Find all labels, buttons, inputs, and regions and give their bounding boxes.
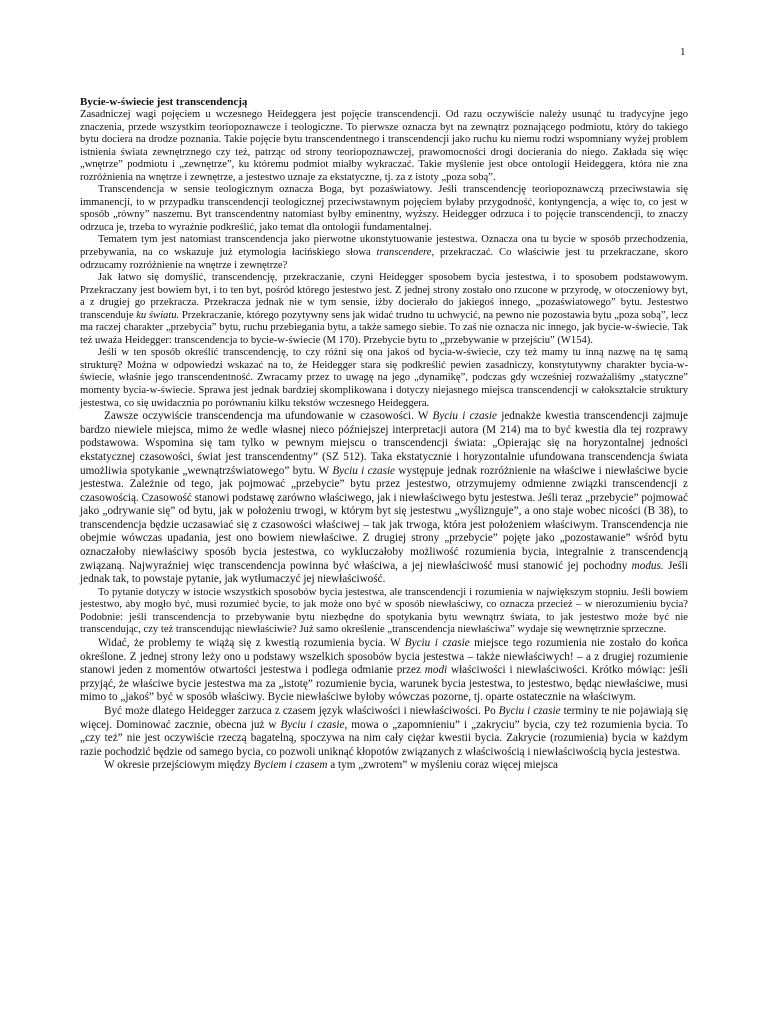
italic-text: Byciu i czasie <box>498 705 561 717</box>
paragraph <box>80 184 688 234</box>
paragraphs-container <box>80 109 688 773</box>
paragraph-text: miejsce tego rozumienia nie zostało do końca określone. Z jednej strony leży ono u podstawy wszelkich sposobów bycia jestestwa – także niewłaściwych! – a z drugiej rozumienie stanowi jeden z momentów otwartości jestestwa i podlega odmianie przez <box>80 637 688 677</box>
paragraph-text: Jak łatwo się domyślić, transcendencję, przekraczanie, czyni Heidegger sposobem bycia jestestwa, i to sposobem podstawowym. Przekraczany jest bowiem byt, i to ten byt, pośród którego jestestwo jest. Z jednej strony zostało ono rzucone w przyrodę, w otoczeniowy byt, a z drugiej go przekracza. Przekracza jednak nie w tym sensie, iżby docierało do jakiegoś innego, „pozaświatowego” bytu. Jestestwo transcenduje <box>80 272 688 321</box>
italic-text: Byciu i czasie, <box>280 718 348 731</box>
paragraph-text: występuje jednak rozróżnienie na właściwe i niewłaściwe bycie jestestwa. Zależnie od tego, jak pojmować „przebycie” bytu przez jestestwo, otrzymujemy odmienne związki transcendencji z czasowością. Czasowość stanowi podstawę zarówno właściwego, jak i niewłaściwego bytu jestestwa. Jeśli teraz „przebycie” pojmować jako „odrywanie się” od bytu, jak w położeniu trwogi, w którym byt się jestestwu „wyśliznguje”, a ono staje wobec nicości (B 38), to transcendencja będzie uczasawiać się z czasowości właściwej – tak jak trwoga, która jest położeniem właściwym. Transcendencja nie obejmie wówczas upadania, jest ono bowiem niewłaściwe. Z drugiej strony „przebycie” pojęte jako „pozostawanie” wśród bytu oznaczałoby niewłaściwy sposób bycia jestestwa, co wykluczałoby możliwość rozumienia bycia, integralnie z transcendencją związaną. Najwyraźniej więc transcendencja powinna być właściwa, a jej niewłaściwość musi stanowić jej pochodny <box>80 464 688 572</box>
paragraph-text: a tym „zwrotem” w myśleniu coraz więcej miejsca <box>327 759 558 772</box>
paragraph <box>80 347 688 410</box>
paragraph-text: Zasadniczej wagi pojęciem u wczesnego Heideggera jest pojęcie transcendencji. Od razu oczywiście należy usunąć tu tradycyjne jego znaczenia, przede wszystkim teoriopoznawcze i teologiczne. To pierwsze oznacza byt na zewnątrz poznającego podmiotu, który do takiego bytu dociera na drodze poznania. Takie pojęcie bytu transcendentnego i transcendencji jako ruchu ku niemu rodzi wspomniany wyżej problem istnienia świata zewnętrznego czy też, patrząc od strony teoriopoznawczej, prawomocności drogi docierania do niego. Zakłada się więc „wnętrze” podmiotu i „zewnętrze”, ku któremu podmiot miałby wykraczać. Takie myślenie jest obce ontologii Heideggera, która nie zna rozróżnienia na wnętrze i zewnętrze, a jestestwo uznaje za ekstatyczne, tj. za z istoty „poza sobą”. <box>80 109 688 183</box>
paragraph <box>80 410 688 587</box>
italic-text: ku światu. <box>136 309 180 321</box>
document-body <box>80 96 688 773</box>
paragraph-text: Przekraczanie, którego pozytywny sens jak widać trudno tu uchwycić, na pewno nie pozostawia bytu „poza sobą”, lecz ma raczej charakter „przebycia” bytu, ruchu przebiegania bytu, a także samego siebie. To zaś nie oznacza nic innego, jak bycie-w-świecie. Tak też uważa Heidegger: transcendencja to bycie-w-świecie (M 170). Przebycie bytu to „przebywanie w przejściu” (W154). <box>80 309 688 346</box>
paragraph-text: W okresie przejściowym między <box>104 759 254 772</box>
page-number: 1 <box>680 46 686 58</box>
paragraph <box>80 587 688 637</box>
paragraph <box>80 637 688 705</box>
paragraph-text: Jeśli w ten sposób określić transcendencję, to czy różni się ona jakoś od bycia-w-świecie, czy też mamy tu inną nazwę na tę samą strukturę? Można w odpowiedzi wskazać na to, że Heidegger stara się podkreślić pewien zasadniczy, konstytutywny charakter bycia-w-świecie, właśnie jego transcendentność. Zwracamy przez to uwagę na jego „dynamikę”, podczas gdy wcześniej rozważaliśmy „statyczne” momenty bycia-w-świecie. Sprawa jest jednak bardziej skomplikowana i dotyczy niejasnego miejsca transcendencji w całokształcie struktury jestestwa, co się uwidacznia po porównaniu kilku tekstów wczesnego Heideggera. <box>80 347 688 409</box>
paragraph-text: właściwości i niewłaściwości. Krótko mówiąc: jeśli przyjąć, że właściwe bycie jestestwa ma za „istotę” rozumienie bycia, warunek bycia jestestwa, to jestestwo, będąc niewłaściwe, musi mimo to „jakoś” być w sposób właściwy. Bycie niewłaściwe byłoby wówczas pozorne, tj. oparte ostatecznie na właściwym. <box>80 664 689 704</box>
paragraph-text: Transcendencja w sensie teologicznym oznacza Boga, byt pozaświatowy. Jeśli transcendencję teoriopoznawczą przeciwstawia się immanencji, to w przypadku transcendencji teologicznej przeciwstawnym pojęciem byłaby przygodność, kontyngencja, a więc to, co jest w sposób „równy” naszemu. Byt transcendentny natomiast byłby eminentny, wyższy. Heidegger odrzuca i to pojęcie transcendencji, to znaczy odrzuca je, trzeba to wyraźnie podkreślić, jako temat dla ontologii fundamentalnej. <box>80 184 688 233</box>
paragraph-text: mowa o „zapomnieniu” i „zakryciu” bycia, czy też rozumienia bycia. To „czy też” nie jest oczywiście rzeczą bagatelną, spoczywa na nim cały ciężar kwestii bycia. Zakrycie (rozumienia) bycia w każdym razie pochodzić będzie od samego bycia, co pozwoli uniknąć kłopotów związanych z właściwością i niewłaściwością bycia jestestwa. <box>80 718 689 758</box>
paragraph <box>80 109 688 184</box>
paragraph <box>80 705 688 759</box>
paragraph <box>80 272 688 347</box>
paragraph-text: Być może dlatego Heidegger zarzuca z czasem język właściwości i niewłaściwości. Po <box>104 705 499 717</box>
italic-text: Byciem i czasem <box>253 759 328 772</box>
paragraph-text: przekraczać. Co właściwie jest tu przekraczane, skoro odrzucamy rozróżnienie na wnętrze i zewnętrze? <box>80 247 688 271</box>
italic-text: Byciu i czasie <box>404 637 470 650</box>
italic-text: modi <box>424 664 448 677</box>
paragraph-text: To pytanie dotyczy w istocie wszystkich sposobów bycia jestestwa, ale transcendencji i rozumienia w największym stopniu. Jeśli bowiem jestestwo, aby mogło być, musi rozumieć bycie, to jak może ono być w sposób niewłaściwy, co oznacza przecież – w nierozumieniu bycia? Podobnie: jeśli transcendencja to przebywanie bytu niezbędne do spotykania bytu wewnątrz świata, to jak jestestwo może być nie transcendując, czy też transcendując niewłaściwie? Już samo określenie „transcendencja niewłaściwa” wydaje się wewnętrznie sprzeczne. <box>80 586 688 636</box>
italic-text: Byciu i czasie <box>332 464 396 477</box>
paragraph-text: Tematem tym jest natomiast transcendencja jako pierwotne ukonstytuowanie jestestwa. Oznacza ona tu bycie w sposób przechodzenia, przebywania, na co wskazuje już etymologia łacińskiego słowa <box>80 234 688 259</box>
paragraph-text: jednakże kwestia transcendencji zajmuje bardzo niewiele miejsca, mimo że wedle własnej nieco późniejszej interpretacji autora (M 214) ma to być kwestia dla tej rozprawy podstawowa. Wspomina się tam tylko w pewnym miejscu o transcendencji świata: „Opierając się na horyzontalnej jedności ekstatycznej czasowości, świat jest transcendentny” (SZ 512). Taka ekstatycznie i horyzontalnie ufundowana transcendencja świata umożliwia spotykanie „wewnątrzświatowego” bytu. W <box>80 410 688 477</box>
italic-text: transcendere, <box>376 247 435 259</box>
section-heading: Bycie-w-świecie jest transcendencją <box>80 96 248 108</box>
paragraph-text: Jeśli jednak tak, to powstaje pytanie, jak wytłumaczyć jej niewłaściwość. <box>80 559 688 586</box>
italic-text: Byciu i czasie <box>432 410 497 423</box>
paragraph <box>80 759 688 773</box>
paragraph-text: Widać, że problemy te wiążą się z kwestią rozumienia bycia. W <box>98 637 405 650</box>
italic-text: modus. <box>631 559 664 572</box>
paragraph-text: terminy te nie pojawiają się więcej. Dominować zacznie, obecna już w <box>80 705 688 731</box>
paragraph-text: Zawsze oczywiście transcendencja ma ufundowanie w czasowości. W <box>104 410 433 423</box>
paragraph <box>80 234 688 272</box>
